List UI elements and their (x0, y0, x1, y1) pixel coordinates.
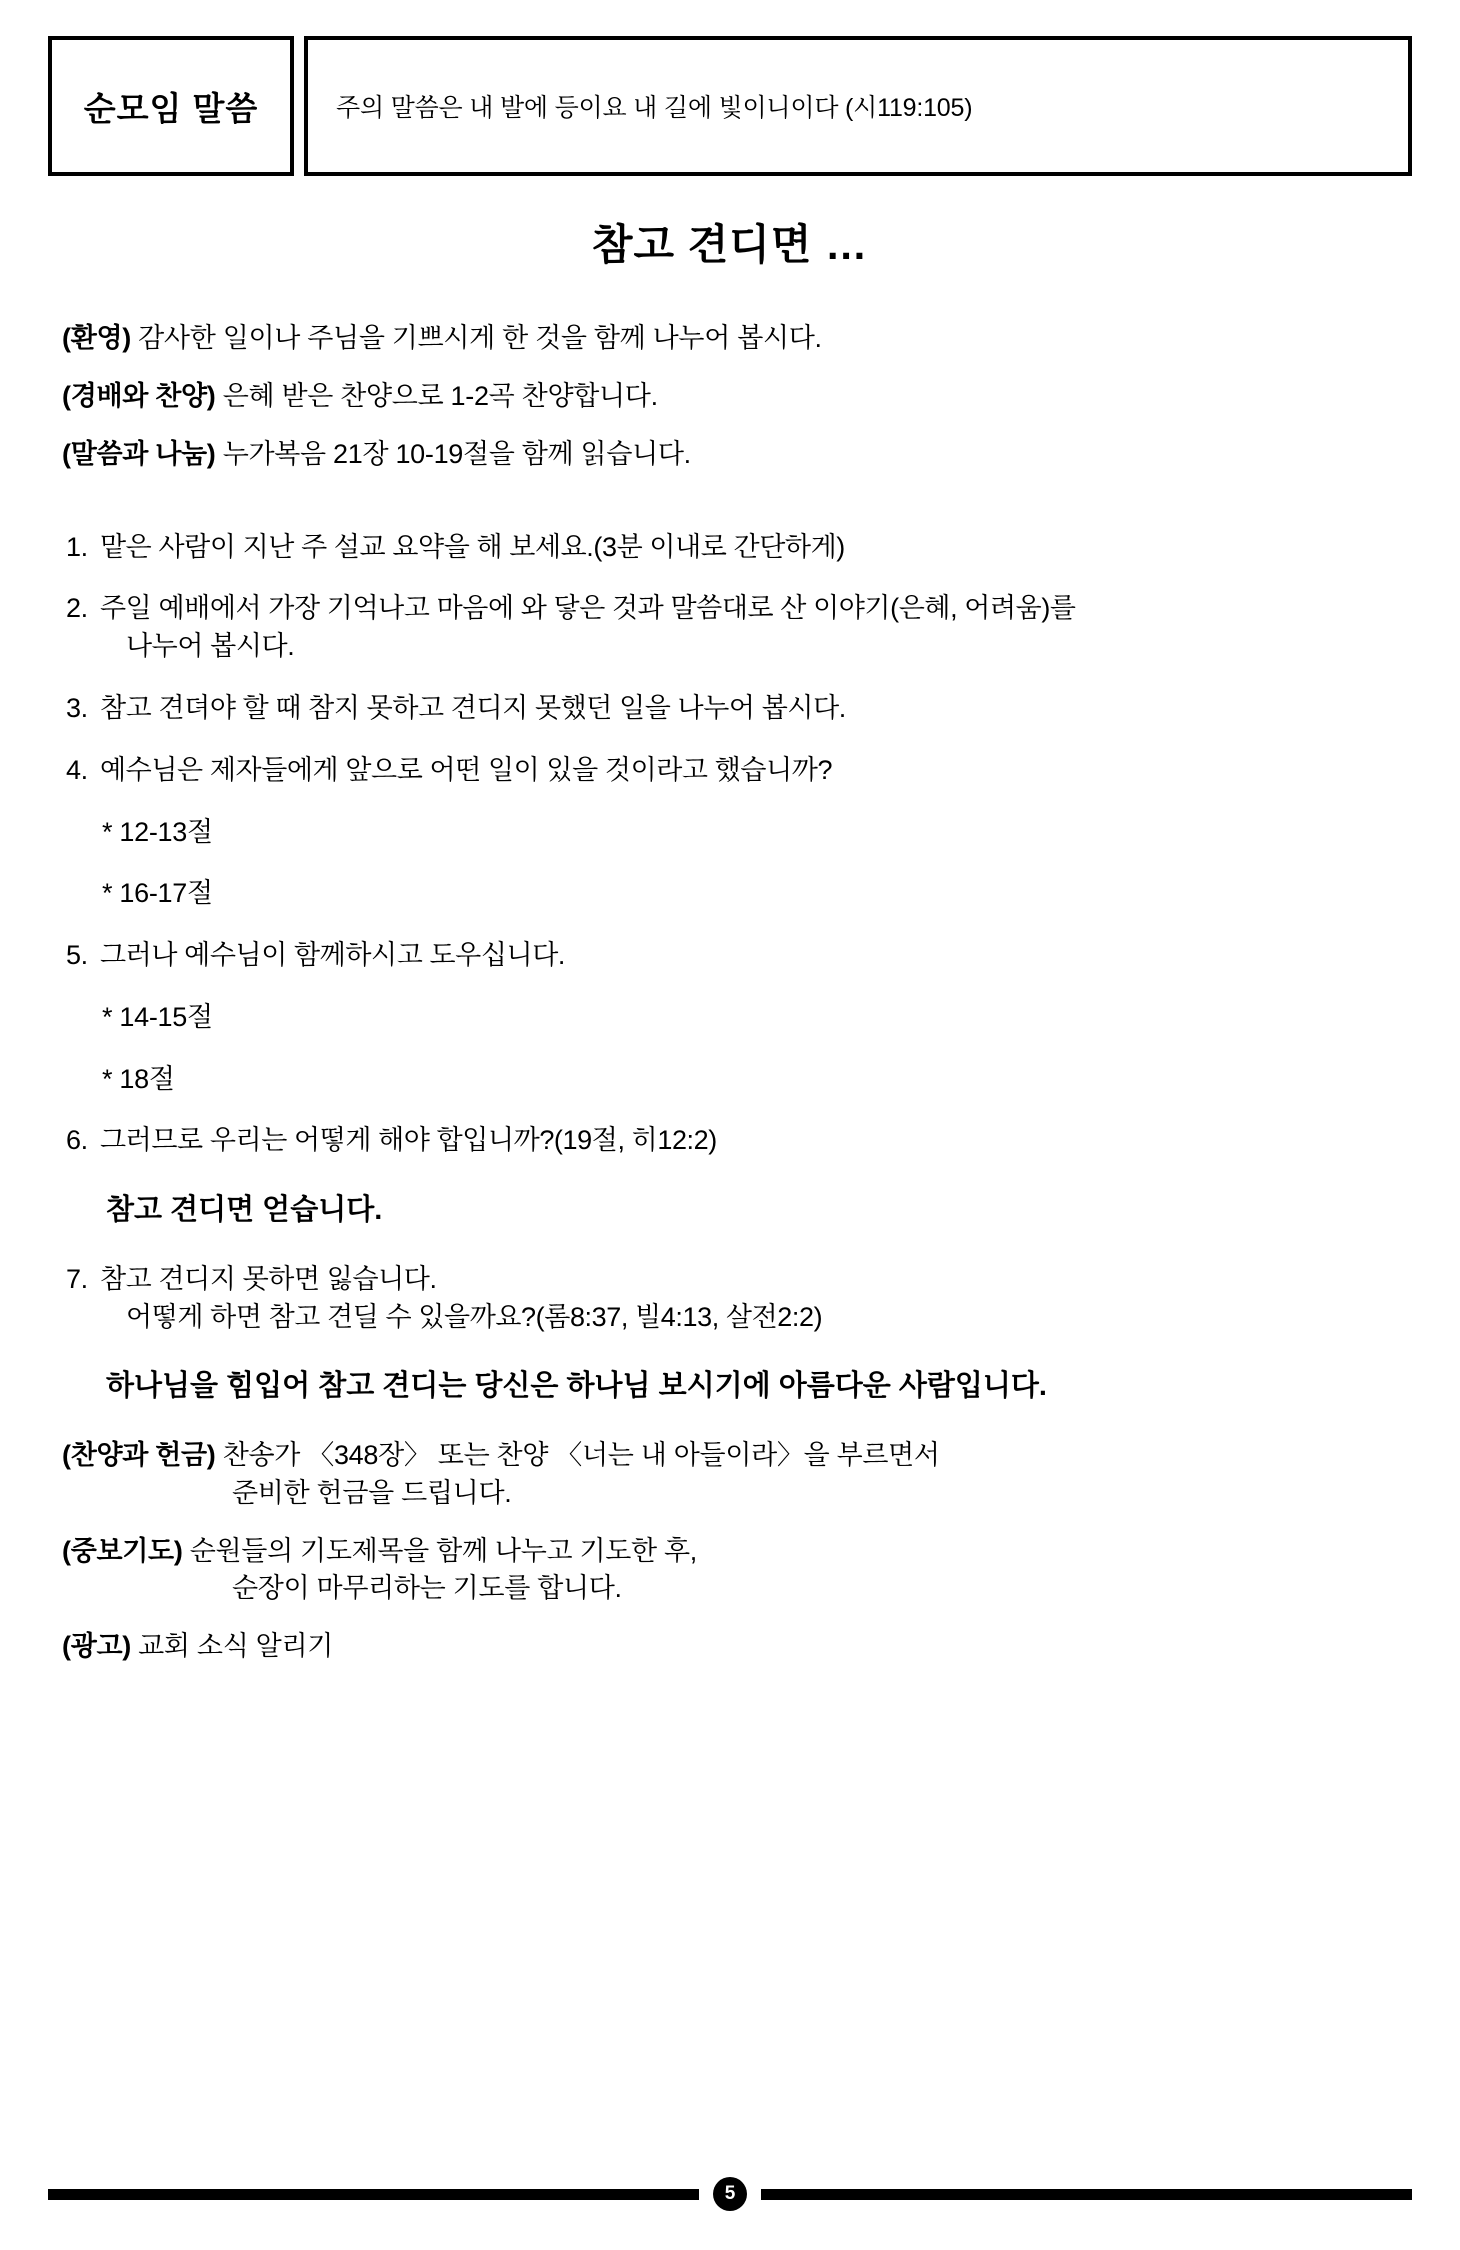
question-item (62, 529, 1405, 567)
spacer (62, 495, 1405, 529)
question-text: 참고 견뎌야 할 때 참지 못하고 견디지 못했던 일을 나누어 봅시다. (100, 692, 846, 723)
question-number: 4. (66, 754, 88, 785)
question-text: 맡은 사람이 지난 주 설교 요약을 해 보세요.(3분 이내로 간단하게) (100, 531, 845, 562)
closing-text: 교회 소식 알리기 (130, 1631, 334, 1662)
question-text-line2: 나누어 봅시다. (126, 631, 295, 662)
intro-line (62, 378, 1405, 414)
question-text (100, 590, 1405, 666)
closing-text: 찬송가 〈348장〉 또는 찬양 〈너는 내 아들이라〉을 부르면서 (215, 1440, 940, 1471)
closing-line (62, 1628, 1405, 1666)
question-text: 그러므로 우리는 어떻게 해야 합입니까?(19절, 히12:2) (100, 1125, 717, 1156)
question-number: 6. (66, 1125, 88, 1156)
footer-rule-left (48, 2189, 699, 2200)
footer-rule-right (761, 2189, 1412, 2200)
question-text-line1: 주일 예배에서 가장 기억나고 마음에 와 닿은 것과 말씀대로 산 이야기(은혜, 어려움)를 (100, 593, 1076, 624)
question-item (62, 1122, 1405, 1160)
emphasis-statement: 참고 견디면 얻습니다. (106, 1194, 383, 1227)
question-item (62, 1261, 1405, 1337)
page-footer (48, 2174, 1412, 2214)
question-item (62, 590, 1405, 666)
question-text-line2: 어떻게 하면 참고 견딜 수 있을까요?(롬8:37, 빌4:13, 살전2:2) (126, 1301, 823, 1332)
closing-label: (광고) (62, 1631, 131, 1662)
closing-text: 순원들의 기도제목을 함께 나누고 기도한 후, (182, 1535, 698, 1566)
question-text-line1: 참고 견디지 못하면 잃습니다. (100, 1263, 437, 1294)
question-text (100, 1261, 1405, 1337)
question-number: 2. (66, 593, 88, 624)
question-item (62, 937, 1405, 975)
closing-label: (중보기도) (62, 1535, 183, 1566)
question-text: 예수님은 제자들에게 앞으로 어떤 일이 있을 것이라고 했습니까? (100, 754, 833, 785)
closing-line (62, 1437, 1405, 1513)
question-number: 3. (66, 692, 88, 723)
sub-item: * 14-15절 (102, 1001, 213, 1032)
emphasis-statement: 하나님을 힘입어 참고 견디는 당신은 하나님 보시기에 아름다운 사람입니다. (106, 1370, 1047, 1403)
header-badge-label: 순모임 말씀 (83, 89, 259, 127)
sub-item: * 12-13절 (102, 816, 213, 847)
intro-text: 감사한 일이나 주님을 기쁘시게 한 것을 함께 나누어 봅시다. (130, 323, 822, 353)
closing-label: (찬양과 헌금) (62, 1440, 216, 1471)
intro-label: (환영) (62, 323, 131, 353)
sub-item: * 16-17절 (102, 878, 213, 909)
sub-item: * 18절 (102, 1063, 175, 1094)
question-item (62, 690, 1405, 728)
question-text: 그러나 예수님이 함께하시고 도우십니다. (100, 940, 565, 971)
closing-text-line2: 순장이 마무리하는 기도를 합니다. (232, 1573, 622, 1604)
header-badge (48, 36, 294, 176)
closing-line (62, 1533, 1405, 1609)
header-verse-text: 주의 말씀은 내 발에 등이요 내 길에 빛이니이다 (시119:105) (336, 94, 973, 122)
intro-line (62, 320, 1405, 356)
document-body (62, 320, 1405, 1686)
intro-text: 누가복음 21장 10-19절을 함께 읽습니다. (215, 439, 691, 470)
intro-text: 은혜 받은 찬양으로 1-2곡 찬양합니다. (215, 381, 658, 412)
page-number: 5 (713, 2177, 747, 2211)
intro-label: (말씀과 나눔) (62, 439, 216, 470)
page-title: 참고 견디면 … (591, 221, 869, 268)
question-item (62, 752, 1405, 790)
header-divider (294, 36, 304, 176)
question-number: 1. (66, 531, 88, 562)
page-header (48, 36, 1412, 176)
intro-label: (경배와 찬양) (62, 381, 216, 412)
question-number: 5. (66, 940, 88, 971)
closing-text-line2: 준비한 헌금을 드립니다. (232, 1477, 512, 1508)
intro-line (62, 436, 1405, 472)
header-verse-box (304, 36, 1412, 176)
question-number: 7. (66, 1263, 88, 1294)
